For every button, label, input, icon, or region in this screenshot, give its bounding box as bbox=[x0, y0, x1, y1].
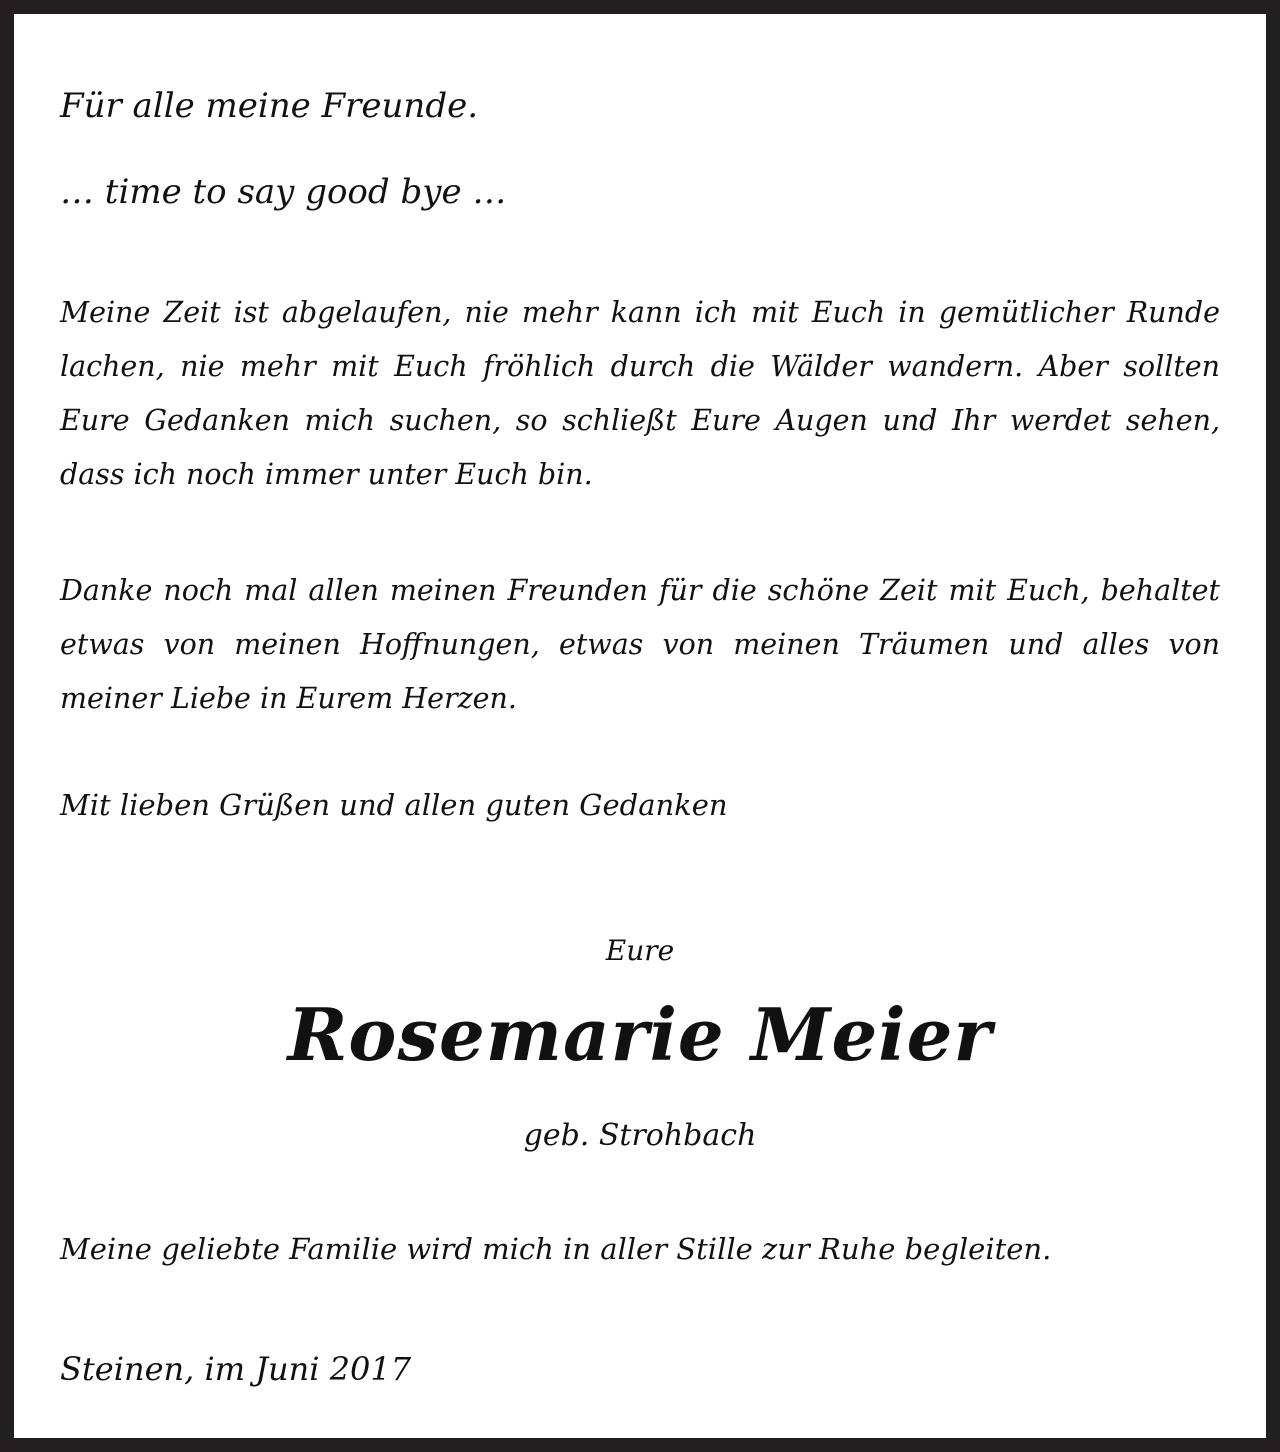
deceased-name: Rosemarie Meier bbox=[287, 992, 993, 1077]
family-note: Meine geliebte Familie wird mich in aller Stille zur Ruhe begleiten. bbox=[60, 1232, 1052, 1266]
place-date: Steinen, im Juni 2017 bbox=[60, 1350, 412, 1388]
thanks-paragraph: Danke noch mal allen meinen Freunden für die schöne Zeit mit Euch, behaltet etwas von meinen Hoffnungen, etwas von meinen Träumen und alles von meiner Liebe in Eurem Herzen. bbox=[60, 574, 1220, 715]
closing-line: Mit lieben Grüßen und allen guten Gedanken bbox=[60, 788, 728, 822]
maiden-name: geb. Strohbach bbox=[523, 1118, 757, 1153]
farewell-paragraph: Meine Zeit ist abgelaufen, nie mehr kann ich mit Euch in gemütlicher Runde lachen, nie mehr mit Euch fröhlich durch die Wälder wandern. Aber sollten Eure Gedanken mich suchen, so schließt Eure Augen und Ihr werdet sehen, dass ich noch immer unter Euch bin. bbox=[60, 296, 1220, 491]
intro-line-goodbye: … time to say good bye … bbox=[60, 172, 507, 212]
intro-line-friends: Für alle meine Freunde. bbox=[60, 86, 479, 126]
salutation: Eure bbox=[605, 934, 675, 967]
